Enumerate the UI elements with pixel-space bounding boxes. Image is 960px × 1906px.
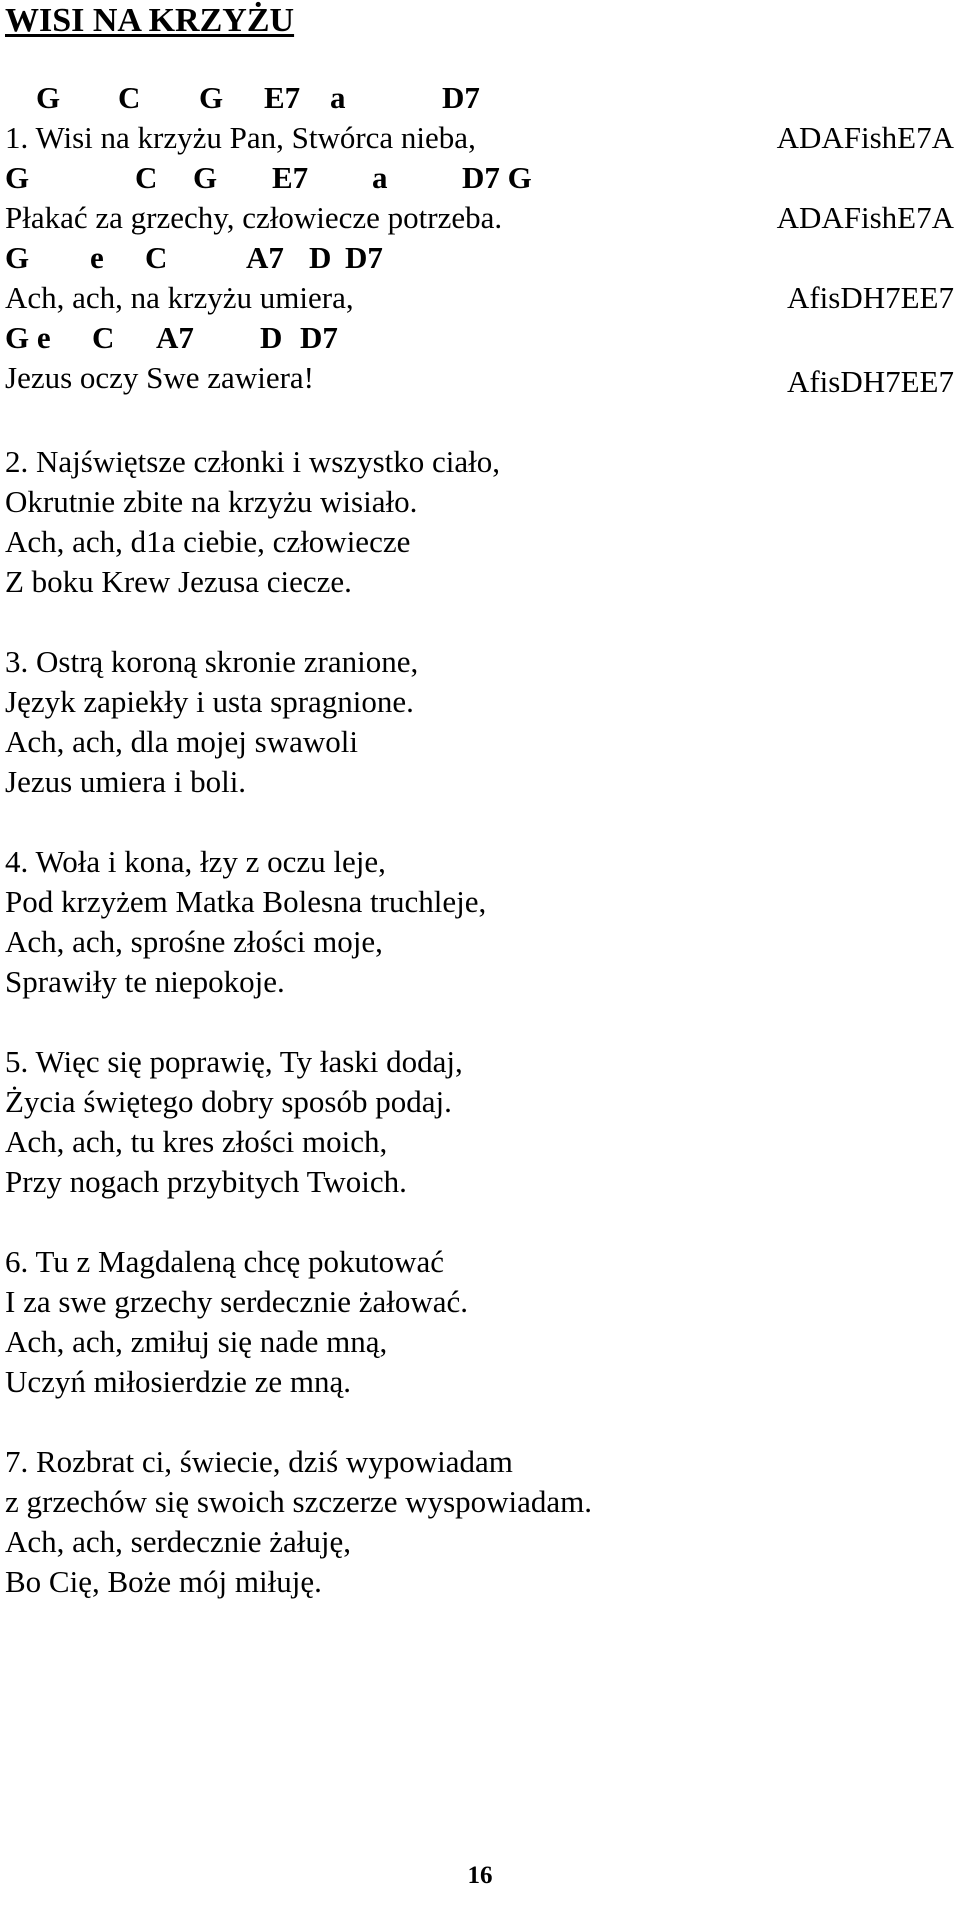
chord: C	[135, 160, 158, 195]
lyric-line: 6. Tu z Magdaleną chcę pokutować	[5, 1244, 445, 1279]
tab-notation: ADAFishE7A	[776, 120, 954, 155]
lyric-line: I za swe grzechy serdecznie żałować.	[5, 1284, 468, 1319]
chord: G	[5, 240, 30, 275]
chord: D	[309, 240, 332, 275]
chord: e	[90, 240, 104, 275]
lyric-line: Płakać za grzechy, człowiecze potrzeba.	[5, 200, 503, 235]
lyric-line: Jezus umiera i boli.	[5, 764, 247, 799]
lyric-line: Ach, ach, zmiłuj się nade mną,	[5, 1324, 388, 1359]
chord: E7	[264, 80, 301, 115]
tab-notation: AfisDH7EE7	[786, 364, 954, 399]
lyric-line: Jezus oczy Swe zawiera!	[5, 360, 314, 395]
lyric-line: Przy nogach przybitych Twoich.	[5, 1164, 407, 1199]
chord: D7	[345, 240, 383, 275]
lyric-line: 2. Najświętsze członki i wszystko ciało,	[5, 444, 501, 479]
lyric-line: 7. Rozbrat ci, świecie, dziś wypowiadam	[5, 1444, 513, 1479]
tab-notation: ADAFishE7A	[776, 200, 954, 235]
chord: D7	[442, 80, 480, 115]
lyric-line: Z boku Krew Jezusa ciecze.	[5, 564, 352, 599]
chord: E7	[272, 160, 309, 195]
chord: a	[372, 160, 388, 195]
lyric-line: 3. Ostrą koroną skronie zranione,	[5, 644, 419, 679]
lyric-line: Pod krzyżem Matka Bolesna truchleje,	[5, 884, 487, 919]
chord: D	[260, 320, 283, 355]
chord: G e	[5, 320, 51, 355]
chord: G	[199, 80, 224, 115]
lyric-line: Ach, ach, d1a ciebie, człowiecze	[5, 524, 411, 559]
lyric-line: 5. Więc się poprawię, Ty łaski dodaj,	[5, 1044, 463, 1079]
song-title: WISI NA KRZYŻU	[5, 2, 295, 39]
lyric-line: z grzechów się swoich szczerze wyspowiadam.	[5, 1484, 593, 1519]
chord: a	[330, 80, 346, 115]
lyric-line: 1. Wisi na krzyżu Pan, Stwórca nieba,	[5, 120, 476, 155]
lyric-line: Ach, ach, sprośne złości moje,	[5, 924, 383, 959]
lyric-line: Okrutnie zbite na krzyżu wisiało.	[5, 484, 418, 519]
chord: A7	[246, 240, 284, 275]
chord: G	[5, 160, 30, 195]
chord: A7	[156, 320, 194, 355]
lyric-line: Ach, ach, dla mojej swawoli	[5, 724, 358, 759]
chord: C	[118, 80, 141, 115]
lyric-line: Sprawiły te niepokoje.	[5, 964, 285, 999]
lyric-line: Język zapiekły i usta spragnione.	[5, 684, 414, 719]
lyric-line: Ach, ach, na krzyżu umiera,	[5, 280, 354, 315]
page-number: 16	[467, 1862, 493, 1889]
lyric-line: Ach, ach, tu kres złości moich,	[5, 1124, 388, 1159]
lyric-line: Bo Cię, Boże mój miłuję.	[5, 1564, 322, 1599]
chord: G	[36, 80, 61, 115]
lyric-line: 4. Woła i kona, łzy z oczu leje,	[5, 844, 386, 879]
chord: D7	[300, 320, 338, 355]
lyric-line: Ach, ach, serdecznie żałuję,	[5, 1524, 351, 1559]
chord: D7 G	[462, 160, 532, 195]
tab-notation: AfisDH7EE7	[786, 280, 954, 315]
lyric-line: Uczyń miłosierdzie ze mną.	[5, 1364, 352, 1399]
chord: C	[92, 320, 115, 355]
lyric-line: Życia świętego dobry sposób podaj.	[5, 1084, 452, 1119]
chord: G	[193, 160, 218, 195]
chord: C	[145, 240, 168, 275]
